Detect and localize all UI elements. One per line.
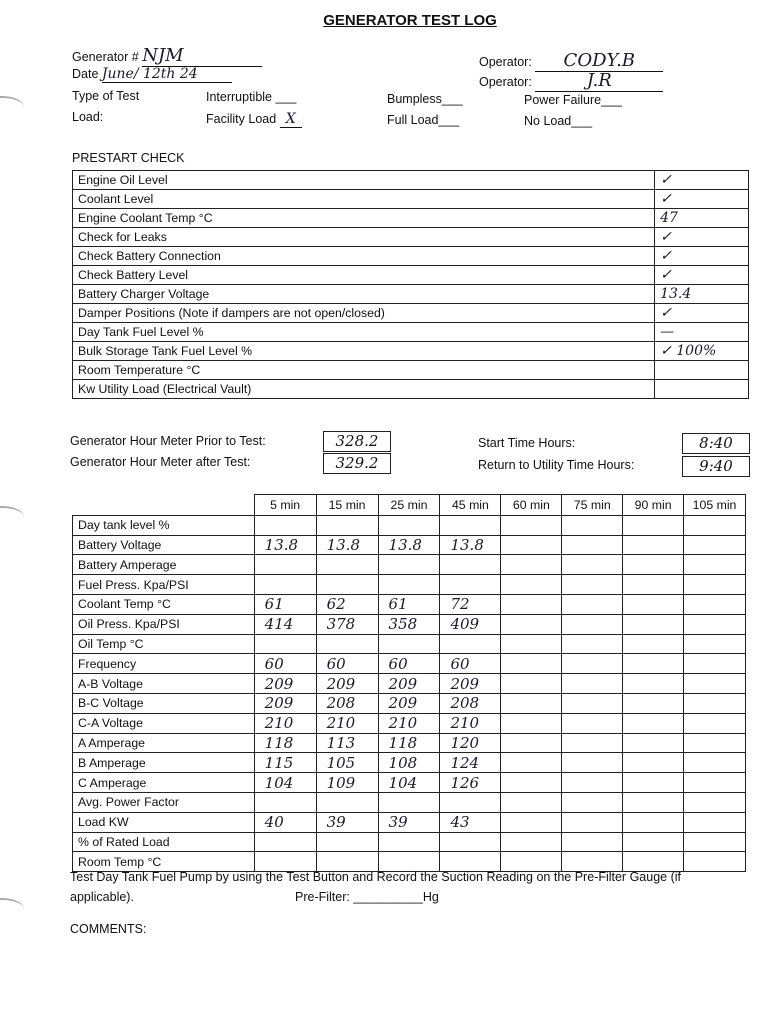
date-value[interactable]: June/ 12th 24 [102,66,232,83]
prestart-row [73,247,749,266]
reading-cell[interactable] [254,515,316,535]
type-of-test-label: Type of Test [72,89,140,103]
reading-cell[interactable] [684,654,746,674]
column-header: 105 min [684,495,746,516]
reading-cell[interactable]: 104 [378,773,440,793]
reading-cell[interactable] [316,515,378,535]
prestart-item-value[interactable]: ✓ [655,247,749,266]
reading-cell[interactable] [562,535,623,555]
reading-cell[interactable] [684,594,746,614]
reading-row [73,515,746,535]
reading-row [73,693,746,713]
reading-cell[interactable] [623,614,684,634]
return-time-value[interactable]: 9:40 [682,456,750,477]
reading-cell[interactable] [562,594,623,614]
reading-cell[interactable] [684,575,746,595]
column-header: 25 min [378,495,440,516]
reading-cell[interactable] [562,555,623,575]
readings-table [72,494,746,872]
reading-cell[interactable] [254,575,316,595]
reading-cell[interactable] [378,792,440,812]
reading-cell[interactable]: 39 [378,812,440,832]
reading-cell[interactable]: 210 [316,713,378,733]
reading-cell[interactable]: 118 [254,733,316,753]
generator-label: Generator # [72,50,139,64]
operator-1-value[interactable]: CODY.B [535,50,663,72]
reading-label: Fuel Press. Kpa/PSI [73,575,255,595]
prestart-item-label: Battery Charger Voltage [73,285,655,304]
column-header: 90 min [623,495,684,516]
reading-cell[interactable]: 209 [316,674,378,694]
reading-cell[interactable] [623,852,684,872]
fuel-pump-instruction-cont: applicable). [70,890,134,904]
comments-label: COMMENTS: [70,922,147,936]
reading-cell[interactable] [254,634,316,654]
reading-cell[interactable] [623,674,684,694]
reading-row [73,575,746,595]
prestart-item-label: Check for Leaks [73,228,655,247]
reading-cell[interactable]: 60 [254,654,316,674]
reading-cell[interactable]: 210 [440,713,501,733]
reading-cell[interactable]: 105 [316,753,378,773]
reading-cell[interactable]: 209 [378,693,440,713]
reading-cell[interactable]: 210 [378,713,440,733]
prestart-item-label: Bulk Storage Tank Fuel Level % [73,342,655,361]
reading-cell[interactable] [562,753,623,773]
reading-cell[interactable] [684,515,746,535]
reading-cell[interactable] [684,773,746,793]
prestart-item-value[interactable]: — [655,323,749,342]
reading-cell[interactable]: 62 [316,594,378,614]
prestart-item-value[interactable]: ✓ [655,190,749,209]
reading-cell[interactable] [501,674,562,694]
reading-cell[interactable] [623,693,684,713]
reading-label: Frequency [73,654,255,674]
reading-cell[interactable] [501,614,562,634]
reading-cell[interactable]: 209 [254,674,316,694]
reading-cell[interactable] [623,594,684,614]
reading-row [73,733,746,753]
prestart-item-label: Day Tank Fuel Level % [73,323,655,342]
reading-cell[interactable] [501,713,562,733]
reading-label: C Amperage [73,773,255,793]
reading-cell[interactable] [501,792,562,812]
prestart-item-value[interactable]: ✓ [655,266,749,285]
prestart-row [73,171,749,190]
reading-cell[interactable] [378,634,440,654]
reading-cell[interactable] [562,674,623,694]
reading-cell[interactable] [440,515,501,535]
power-failure-option[interactable]: Power Failure___ [524,93,622,107]
reading-cell[interactable] [684,634,746,654]
hour-meter-after-label: Generator Hour Meter after Test: [70,455,251,469]
prestart-heading: PRESTART CHECK [72,151,185,165]
prestart-row [73,342,749,361]
reading-cell[interactable]: 13.8 [440,535,501,555]
reading-label: % of Rated Load [73,832,255,852]
reading-label: Oil Temp °C [73,634,255,654]
reading-cell[interactable] [254,852,316,872]
reading-cell[interactable]: 209 [440,674,501,694]
prestart-row [73,209,749,228]
reading-cell[interactable] [623,555,684,575]
operator-2-value[interactable]: J.R [535,70,663,92]
interruptible-option[interactable]: Interruptible ___ [206,90,297,104]
date-label: Date [72,67,99,81]
reading-row [73,852,746,872]
prestart-row [73,380,749,399]
reading-cell[interactable]: 60 [378,654,440,674]
reading-cell[interactable]: 13.8 [316,535,378,555]
reading-cell[interactable] [623,634,684,654]
reading-cell[interactable] [562,792,623,812]
reading-row [73,634,746,654]
reading-cell[interactable] [562,515,623,535]
reading-label: Battery Amperage [73,555,255,575]
reading-cell[interactable] [562,614,623,634]
reading-cell[interactable] [684,812,746,832]
hour-meter-after-value[interactable]: 329.2 [323,453,391,474]
reading-cell[interactable] [684,852,746,872]
prestart-row [73,361,749,380]
prestart-item-label: Engine Oil Level [73,171,655,190]
reading-cell[interactable] [378,575,440,595]
load-label: Load: [72,110,104,124]
reading-label: Room Temp °C [73,852,255,872]
reading-cell[interactable] [684,753,746,773]
reading-cell[interactable] [623,733,684,753]
reading-row [73,614,746,634]
reading-cell[interactable] [684,555,746,575]
reading-label: Battery Voltage [73,535,255,555]
binder-hole [0,96,24,118]
reading-cell[interactable]: 126 [440,773,501,793]
facility-load-option[interactable] [206,111,302,128]
reading-cell[interactable] [316,555,378,575]
generator-field [72,45,262,67]
reading-row [73,832,746,852]
reading-cell[interactable]: 108 [378,753,440,773]
reading-cell[interactable] [254,555,316,575]
reading-cell[interactable]: 115 [254,753,316,773]
reading-cell[interactable] [440,832,501,852]
reading-cell[interactable] [378,515,440,535]
reading-cell[interactable] [254,792,316,812]
reading-cell[interactable]: 209 [378,674,440,694]
reading-cell[interactable] [562,713,623,733]
reading-cell[interactable]: 378 [316,614,378,634]
column-header: 15 min [316,495,378,516]
generator-value[interactable]: NJM [142,45,262,67]
reading-cell[interactable] [623,654,684,674]
reading-row [73,812,746,832]
prestart-item-label: Damper Positions (Note if dampers are not open/closed) [73,304,655,323]
prestart-row [73,266,749,285]
reading-cell[interactable] [562,654,623,674]
reading-cell[interactable]: 120 [440,733,501,753]
reading-label: B-C Voltage [73,693,255,713]
reading-label: A Amperage [73,733,255,753]
reading-cell[interactable] [501,753,562,773]
column-header: 5 min [254,495,316,516]
facility-load-label: Facility Load [206,112,277,126]
reading-cell[interactable]: 109 [316,773,378,793]
reading-cell[interactable] [501,634,562,654]
reading-cell[interactable] [501,693,562,713]
reading-cell[interactable] [378,555,440,575]
reading-cell[interactable] [501,812,562,832]
reading-cell[interactable] [562,733,623,753]
reading-cell[interactable] [378,832,440,852]
binder-hole [0,506,24,528]
reading-cell[interactable] [316,634,378,654]
binder-hole [0,898,24,920]
reading-cell[interactable] [562,773,623,793]
prestart-item-label: Check Battery Level [73,266,655,285]
column-header: 45 min [440,495,501,516]
prestart-item-value[interactable]: 47 [655,209,749,228]
hour-meter-prior-value[interactable]: 328.2 [323,431,391,452]
reading-row [73,753,746,773]
reading-cell[interactable]: 118 [378,733,440,753]
reading-cell[interactable] [501,773,562,793]
reading-cell[interactable]: 208 [440,693,501,713]
prestart-row [73,323,749,342]
reading-cell[interactable] [684,792,746,812]
reading-cell[interactable] [623,812,684,832]
reading-cell[interactable] [684,693,746,713]
reading-cell[interactable] [378,852,440,872]
reading-label: C-A Voltage [73,713,255,733]
reading-cell[interactable] [623,792,684,812]
reading-cell[interactable] [562,832,623,852]
reading-cell[interactable] [316,575,378,595]
prestart-item-value[interactable]: ✓ 100% [655,342,749,361]
reading-cell[interactable]: 208 [316,693,378,713]
reading-cell[interactable]: 40 [254,812,316,832]
reading-cell[interactable] [440,575,501,595]
prestart-table [72,170,749,399]
reading-cell[interactable]: 61 [254,594,316,614]
reading-label: Load KW [73,812,255,832]
reading-cell[interactable] [316,792,378,812]
reading-cell[interactable] [501,535,562,555]
reading-cell[interactable] [684,713,746,733]
reading-cell[interactable]: 358 [378,614,440,634]
reading-label: Oil Press. Kpa/PSI [73,614,255,634]
reading-label: A-B Voltage [73,674,255,694]
reading-cell[interactable]: 72 [440,594,501,614]
reading-cell[interactable] [623,713,684,733]
prestart-item-value[interactable] [655,380,749,399]
reading-cell[interactable] [440,852,501,872]
reading-cell[interactable] [440,792,501,812]
reading-cell[interactable] [684,674,746,694]
prestart-item-label: Room Temperature °C [73,361,655,380]
reading-cell[interactable] [684,832,746,852]
reading-cell[interactable]: 60 [316,654,378,674]
date-field [72,66,232,83]
reading-cell[interactable] [562,693,623,713]
reading-cell[interactable] [684,535,746,555]
reading-cell[interactable] [254,832,316,852]
reading-row [73,654,746,674]
reading-cell[interactable] [501,832,562,852]
reading-cell[interactable] [501,654,562,674]
reading-cell[interactable] [501,852,562,872]
reading-cell[interactable]: 13.8 [254,535,316,555]
reading-cell[interactable] [623,535,684,555]
start-time-label: Start Time Hours: [478,436,576,450]
reading-cell[interactable] [562,634,623,654]
reading-cell[interactable] [316,832,378,852]
prestart-item-label: Check Battery Connection [73,247,655,266]
reading-cell[interactable]: 39 [316,812,378,832]
reading-label: Avg. Power Factor [73,792,255,812]
reading-cell[interactable] [440,634,501,654]
reading-cell[interactable] [501,733,562,753]
prestart-item-label: Coolant Level [73,190,655,209]
fuel-pump-instruction: Test Day Tank Fuel Pump by using the Test Button and Record the Suction Reading on the Pre-Filter Gauge (if [70,870,681,884]
reading-cell[interactable]: 414 [254,614,316,634]
reading-row [73,535,746,555]
reading-cell[interactable]: 113 [316,733,378,753]
page-title: GENERATOR TEST LOG [323,12,497,29]
reading-label: Coolant Temp °C [73,594,255,614]
reading-cell[interactable]: 61 [378,594,440,614]
operator-label: Operator: [479,75,532,89]
reading-row [73,594,746,614]
reading-cell[interactable] [562,852,623,872]
reading-cell[interactable]: 409 [440,614,501,634]
reading-cell[interactable] [562,812,623,832]
prestart-item-value[interactable]: 13.4 [655,285,749,304]
prestart-item-value[interactable] [655,361,749,380]
return-time-label: Return to Utility Time Hours: [478,458,635,472]
reading-cell[interactable] [501,555,562,575]
reading-cell[interactable] [623,515,684,535]
prestart-item-label: Engine Coolant Temp °C [73,209,655,228]
reading-cell[interactable]: 210 [254,713,316,733]
prestart-row [73,228,749,247]
start-time-value[interactable]: 8:40 [682,433,750,454]
reading-row [73,674,746,694]
reading-cell[interactable] [623,753,684,773]
reading-cell[interactable] [623,575,684,595]
reading-cell[interactable] [501,575,562,595]
reading-cell[interactable] [684,614,746,634]
facility-load-mark: X [280,111,302,128]
prestart-row [73,190,749,209]
prestart-row [73,304,749,323]
operator-1-field [479,50,663,72]
reading-cell[interactable] [501,594,562,614]
prestart-item-label: Kw Utility Load (Electrical Vault) [73,380,655,399]
operator-label: Operator: [479,55,532,69]
reading-row [73,773,746,793]
full-load-option[interactable]: Full Load___ [387,113,460,127]
reading-row [73,792,746,812]
reading-cell[interactable]: 209 [254,693,316,713]
column-header: 75 min [562,495,623,516]
reading-cell[interactable]: 13.8 [378,535,440,555]
no-load-option[interactable]: No Load___ [524,114,593,128]
hour-meter-prior-label: Generator Hour Meter Prior to Test: [70,434,266,448]
reading-cell[interactable] [623,773,684,793]
reading-cell[interactable]: 124 [440,753,501,773]
reading-cell[interactable] [562,575,623,595]
pre-filter-field[interactable]: Pre-Filter: __________Hg [295,890,439,904]
reading-label: Day tank level % [73,515,255,535]
reading-cell[interactable] [440,555,501,575]
reading-row [73,555,746,575]
reading-label: B Amperage [73,753,255,773]
reading-cell[interactable] [501,515,562,535]
reading-cell[interactable] [684,733,746,753]
reading-cell[interactable] [316,852,378,872]
reading-cell[interactable]: 43 [440,812,501,832]
prestart-item-value[interactable]: ✓ [655,304,749,323]
prestart-item-value[interactable]: ✓ [655,171,749,190]
bumpless-option[interactable]: Bumpless___ [387,92,463,106]
reading-cell[interactable]: 104 [254,773,316,793]
prestart-item-value[interactable]: ✓ [655,228,749,247]
prestart-row [73,285,749,304]
column-header: 60 min [501,495,562,516]
operator-2-field [479,70,663,92]
reading-row [73,713,746,733]
reading-cell[interactable]: 60 [440,654,501,674]
reading-cell[interactable] [623,832,684,852]
corner-cell [73,495,255,516]
